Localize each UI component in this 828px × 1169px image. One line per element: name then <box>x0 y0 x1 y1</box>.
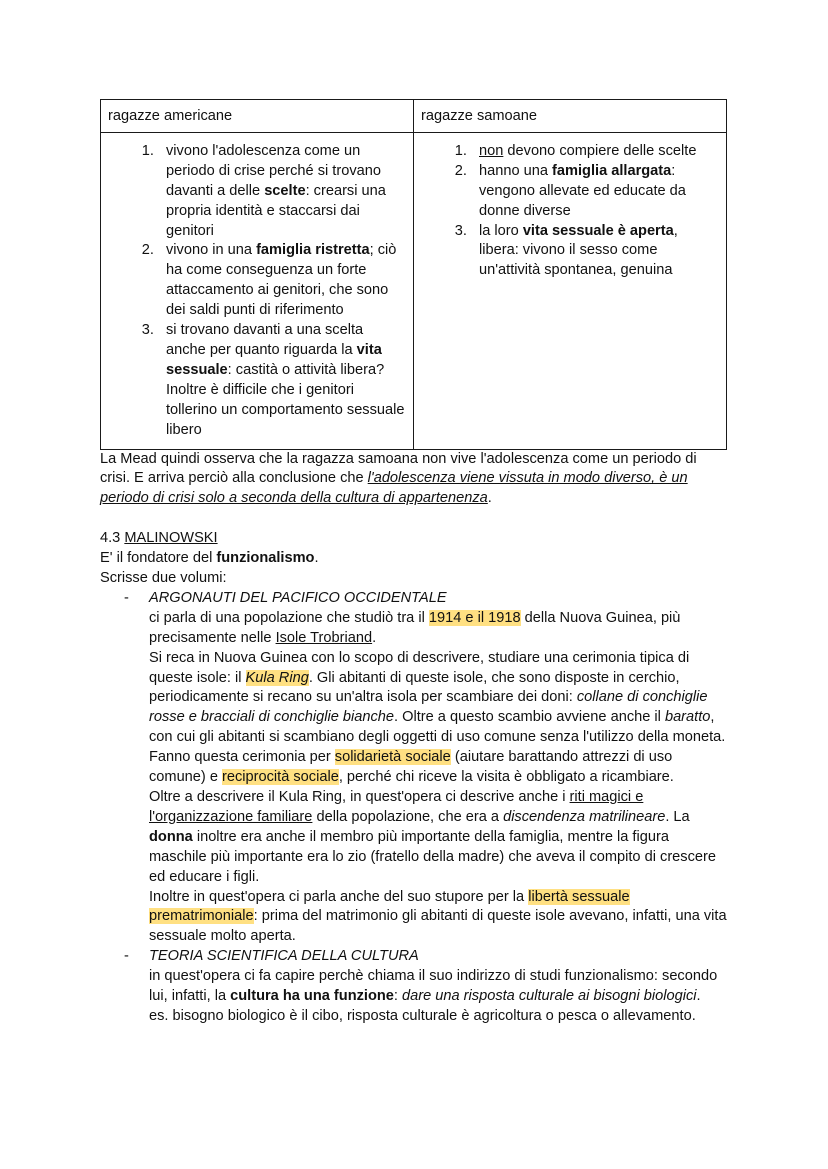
text-run: devono compiere delle scelte <box>503 142 697 159</box>
highlighted-text: libertà sessuale prematrimoniale <box>149 888 630 925</box>
work-item-teoria <box>100 947 728 1027</box>
underlined-text: riti magici e l'organizzazione familiare <box>149 789 644 825</box>
text-run: si trovano davanti a una scelta anche per quanto riguarda la <box>166 322 364 358</box>
text-run: la loro <box>479 222 523 239</box>
text-run: : crearsi una propria identità e staccarsi dai genitori <box>166 182 386 239</box>
text-run: hanno una <box>479 162 553 179</box>
samoan-girls-list <box>421 142 719 281</box>
highlighted-text: 1914 e il 1918 <box>428 609 521 626</box>
text-run: es. bisogno biologico è il cibo, risposta culturale è agricoltura o pesca o allevamento. <box>149 1007 696 1024</box>
text-run: . Gli abitanti di queste isole, che sono disposte in cerchio, periodicamente si recano su un'altra isola per scambiare dei doni: <box>149 669 680 706</box>
text-run: . <box>372 629 377 646</box>
bold-text: vita sessuale <box>166 341 382 378</box>
text-run: : <box>393 988 403 1005</box>
text-run: della Nuova Guinea, più precisamente nelle <box>149 609 681 646</box>
body-paragraph <box>149 649 728 749</box>
document-page <box>100 99 728 1027</box>
italic-text: collane di conchiglie rosse e bracciali di conchiglie bianche <box>149 689 708 726</box>
text-run: vivono in una <box>166 242 257 259</box>
text-run: Inoltre in quest'opera ci parla anche del suo stupore per la <box>149 888 529 905</box>
text-run: . <box>696 988 701 1005</box>
text-run: Si reca in Nuova Guinea con lo scopo di descrivere, studiare una cerimonia tipica di queste isole: il <box>149 649 690 686</box>
list-item <box>158 241 406 321</box>
list-item <box>471 162 719 222</box>
text-run: : prima del matrimonio gli abitanti di queste isole avevano, infatti, una vita sessuale molto aperta. <box>149 908 727 945</box>
section-number: 4.3 <box>100 530 125 547</box>
text-run: . La <box>665 808 690 825</box>
body-paragraph <box>149 967 728 1007</box>
malinowski-section <box>100 529 728 1027</box>
table-row <box>101 132 727 449</box>
volumes-intro: Scrisse due volumi: <box>100 570 227 587</box>
italic-text: dare una risposta culturale ai bisogni biologici <box>402 988 697 1005</box>
text-run: ci parla di una popolazione che studiò tra il <box>149 609 429 626</box>
text-run: , libera: vivono il sesso come un'attività spontanea, genuina <box>479 222 678 279</box>
text-run: vivono l'adolescenza come un periodo di crise perché si trovano davanti a delle <box>166 142 381 199</box>
list-item <box>158 142 406 242</box>
text-run: . <box>487 490 492 507</box>
header-american-girls: ragazze americane <box>101 100 414 133</box>
highlighted-text: solidarietà sociale <box>334 749 451 766</box>
work-title: ARGONAUTI DEL PACIFICO OCCIDENTALE <box>149 589 447 606</box>
text-run: , con cui gli abitanti si scambiano degli oggetti di uso comune senza l'utilizzo della moneta. <box>149 709 726 746</box>
body-paragraph <box>149 888 728 948</box>
text-run: (aiutare barattando attrezzi di uso comune) e <box>149 749 673 786</box>
american-girls-cell <box>101 132 414 449</box>
work-body <box>149 967 728 1027</box>
bold-text: donna <box>149 828 193 845</box>
italic-text: baratto <box>664 709 711 726</box>
american-girls-list <box>108 142 406 441</box>
highlighted-text: reciprocità sociale <box>222 769 339 786</box>
text-run: : vengono allevate ed educate da donne diverse <box>479 162 686 219</box>
text-run: Fanno questa cerimonia per <box>149 749 335 766</box>
text-run: , perché chi riceve la visita è obbligato a ricambiare. <box>338 769 674 786</box>
body-paragraph <box>149 788 728 888</box>
body-paragraph <box>149 1007 728 1027</box>
work-item-argonauti <box>100 589 728 947</box>
bold-text: vita sessuale è aperta <box>522 222 674 239</box>
dash-bullet: - <box>124 948 129 965</box>
work-title: TEORIA SCIENTIFICA DELLA CULTURA <box>149 948 419 965</box>
work-body <box>149 609 728 947</box>
samoan-girls-cell <box>414 132 727 449</box>
text-run: La Mead quindi osserva che la ragazza samoana non vive l'adolescenza come un periodo di crisi. E arriva perciò alla conclusione che <box>100 450 697 487</box>
list-item <box>471 142 719 162</box>
section-title: MALINOWSKI <box>124 530 218 547</box>
text-run: Oltre a descrivere il Kula Ring, in quest'opera ci descrive anche i <box>149 789 570 805</box>
italic-text: l'adolescenza viene vissuta in modo diverso, è un periodo di crisi solo a seconda della cultura di appartenenza <box>100 470 688 507</box>
text-run: . <box>314 550 319 567</box>
section-intro <box>100 549 728 569</box>
text-run: . Oltre a questo scambio avviene anche il <box>394 709 665 726</box>
body-paragraph <box>149 748 728 788</box>
text-run: della popolazione, che era a <box>312 808 504 825</box>
text-run: E' il fondatore del <box>100 550 217 567</box>
list-item <box>158 321 406 440</box>
italic-text: discendenza matrilineare <box>503 808 666 825</box>
bold-text: famiglia ristretta <box>256 242 370 259</box>
comparison-table <box>100 99 727 450</box>
section-heading <box>100 529 728 549</box>
text-run: inoltre era anche il membro più importante della famiglia, mentre la figura maschile più importante era lo zio (fratello della madre) che aveva il compito di crescere ed educare i figli. <box>149 828 716 885</box>
text-run: ; ciò ha come conseguenza un forte attaccamento ai genitori, che sono dei saldi punti di riferimento <box>166 242 397 319</box>
header-samoan-girls: ragazze samoane <box>414 100 727 133</box>
underlined-text: Isole Trobriand <box>275 629 373 646</box>
list-item <box>471 222 719 282</box>
table-header-row <box>101 100 727 133</box>
text-run: : castità o attività libera? Inoltre è difficile che i genitori tollerino un comportamento sessuale libero <box>166 361 405 438</box>
works-list <box>100 589 728 1027</box>
mead-conclusion-paragraph <box>100 450 728 510</box>
body-paragraph <box>149 609 728 649</box>
bold-text: funzionalismo <box>216 550 315 567</box>
bold-text: famiglia allargata <box>552 162 672 179</box>
highlighted-text: Kula Ring <box>245 669 309 686</box>
underlined-text: non <box>479 142 504 159</box>
bold-text: scelte <box>264 182 306 199</box>
text-run: in quest'opera ci fa capire perchè chiama il suo indirizzo di studi funzionalismo: secondo lui, infatti, la <box>149 968 718 1005</box>
bold-text: cultura ha una funzione <box>230 988 394 1005</box>
dash-bullet: - <box>124 589 129 606</box>
